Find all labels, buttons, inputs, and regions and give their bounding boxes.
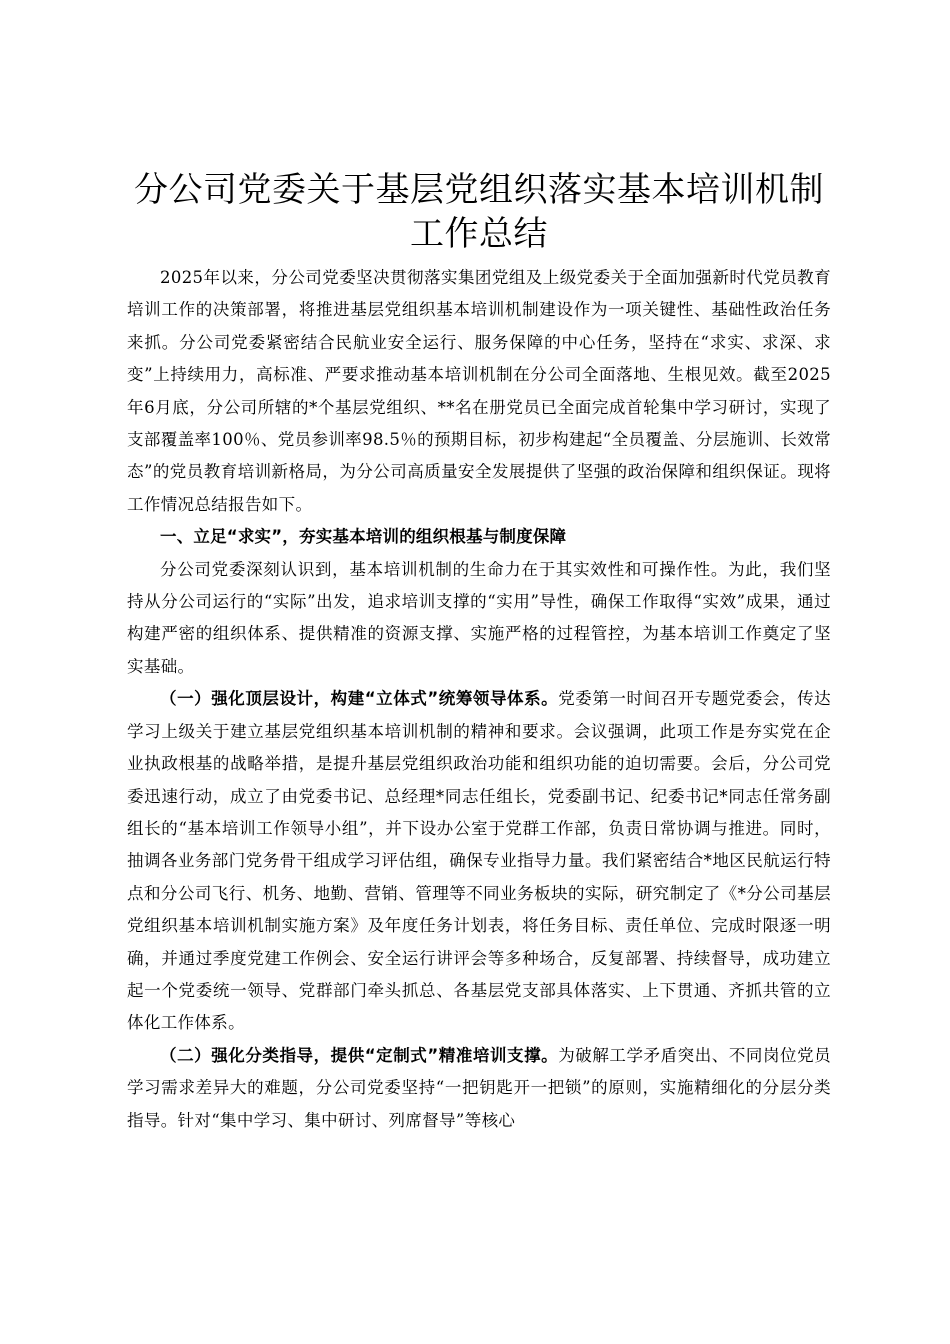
document-body [127,262,831,1137]
intro-paragraph: 2025年以来，分公司党委坚决贯彻落实集团党组及上级党委关于全面加强新时代党员教育培训工作的决策部署，将推进基层党组织基本培训机制建设作为一项关键性、基础性政治任务来抓。分公司党委紧密结合民航业安全运行、服务保障的中心任务，坚持在“求实、求深、求变”上持续用力，高标准、严要求推动基本培训机制在分公司全面落地、生根见效。截至2025年6月底，分公司所辖的*个基层党组织、**名在册党员已全面完成首轮集中学习研讨，实现了支部覆盖率100％、党员参训率98.5％的预期目标，初步构建起“全员覆盖、分层施训、长效常态”的党员教育培训新格局，为分公司高质量安全发展提供了坚强的政治保障和组织保证。现将工作情况总结报告如下。 [127,268,831,514]
subsection-1-text: 党委第一时间召开专题党委会，传达学习上级关于建立基层党组织基本培训机制的精神和要求。会议强调，此项工作是夯实党在企业执政根基的战略举措，是提升基层党组织政治功能和组织功能的迫切需要。会后，分公司党委迅速行动，成立了由党委书记、总经理*同志任组长，党委副书记、纪委书记*同志任常务副组长的“基本培训工作领导小组”，并下设办公室于党群工作部，负责日常协调与推进。同时，抽调各业务部门党务骨干组成学习评估组，确保专业指导力量。我们紧密结合*地区民航运行特点和分公司飞行、机务、地勤、营销、管理等不同业务板块的实际，研究制定了《*分公司基层党组织基本培训机制实施方案》及年度任务计划表，将任务目标、责任单位、完成时限逐一明确，并通过季度党建工作例会、安全运行讲评会等多种场合，反复部署、持续督导，成功建立起一个党委统一领导、党群部门牵头抓总、各基层党支部具体落实、上下贯通、齐抓共管的立体化工作体系。 [127,689,831,1033]
subsection-1-heading: （一）强化顶层设计，构建“立体式”统筹领导体系。 [160,689,559,709]
subsection-1-paragraph [127,683,831,1039]
document-title-line-2: 工作总结 [410,214,548,254]
document-title [127,168,831,256]
document-title-line-1: 分公司党委关于基层党组织落实基本培训机制 [134,170,824,210]
section-1-heading: 一、立足“求实”，夯实基本培训的组织根基与制度保障 [160,527,567,547]
subsection-2-heading: （二）强化分类指导，提供“定制式”精准培训支撑。 [160,1045,559,1065]
subsection-2-text: 为破解工学矛盾突出、不同岗位党员学习需求差异大的难题，分公司党委坚持“一把钥匙开一把锁”的原则，实施精细化的分层分类指导。针对“集中学习、集中研讨、列席督导”等核心 [127,1045,831,1130]
subsection-2-paragraph [127,1040,831,1137]
document-page [127,168,831,1137]
section-1-paragraph: 分公司党委深刻认识到，基本培训机制的生命力在于其实效性和可操作性。为此，我们坚持从分公司运行的“实际”出发，追求培训支撑的“实用”导性，确保工作取得“实效”成果，通过构建严密的组织体系、提供精准的资源支撑、实施严格的过程管控，为基本培训工作奠定了坚实基础。 [127,559,831,676]
